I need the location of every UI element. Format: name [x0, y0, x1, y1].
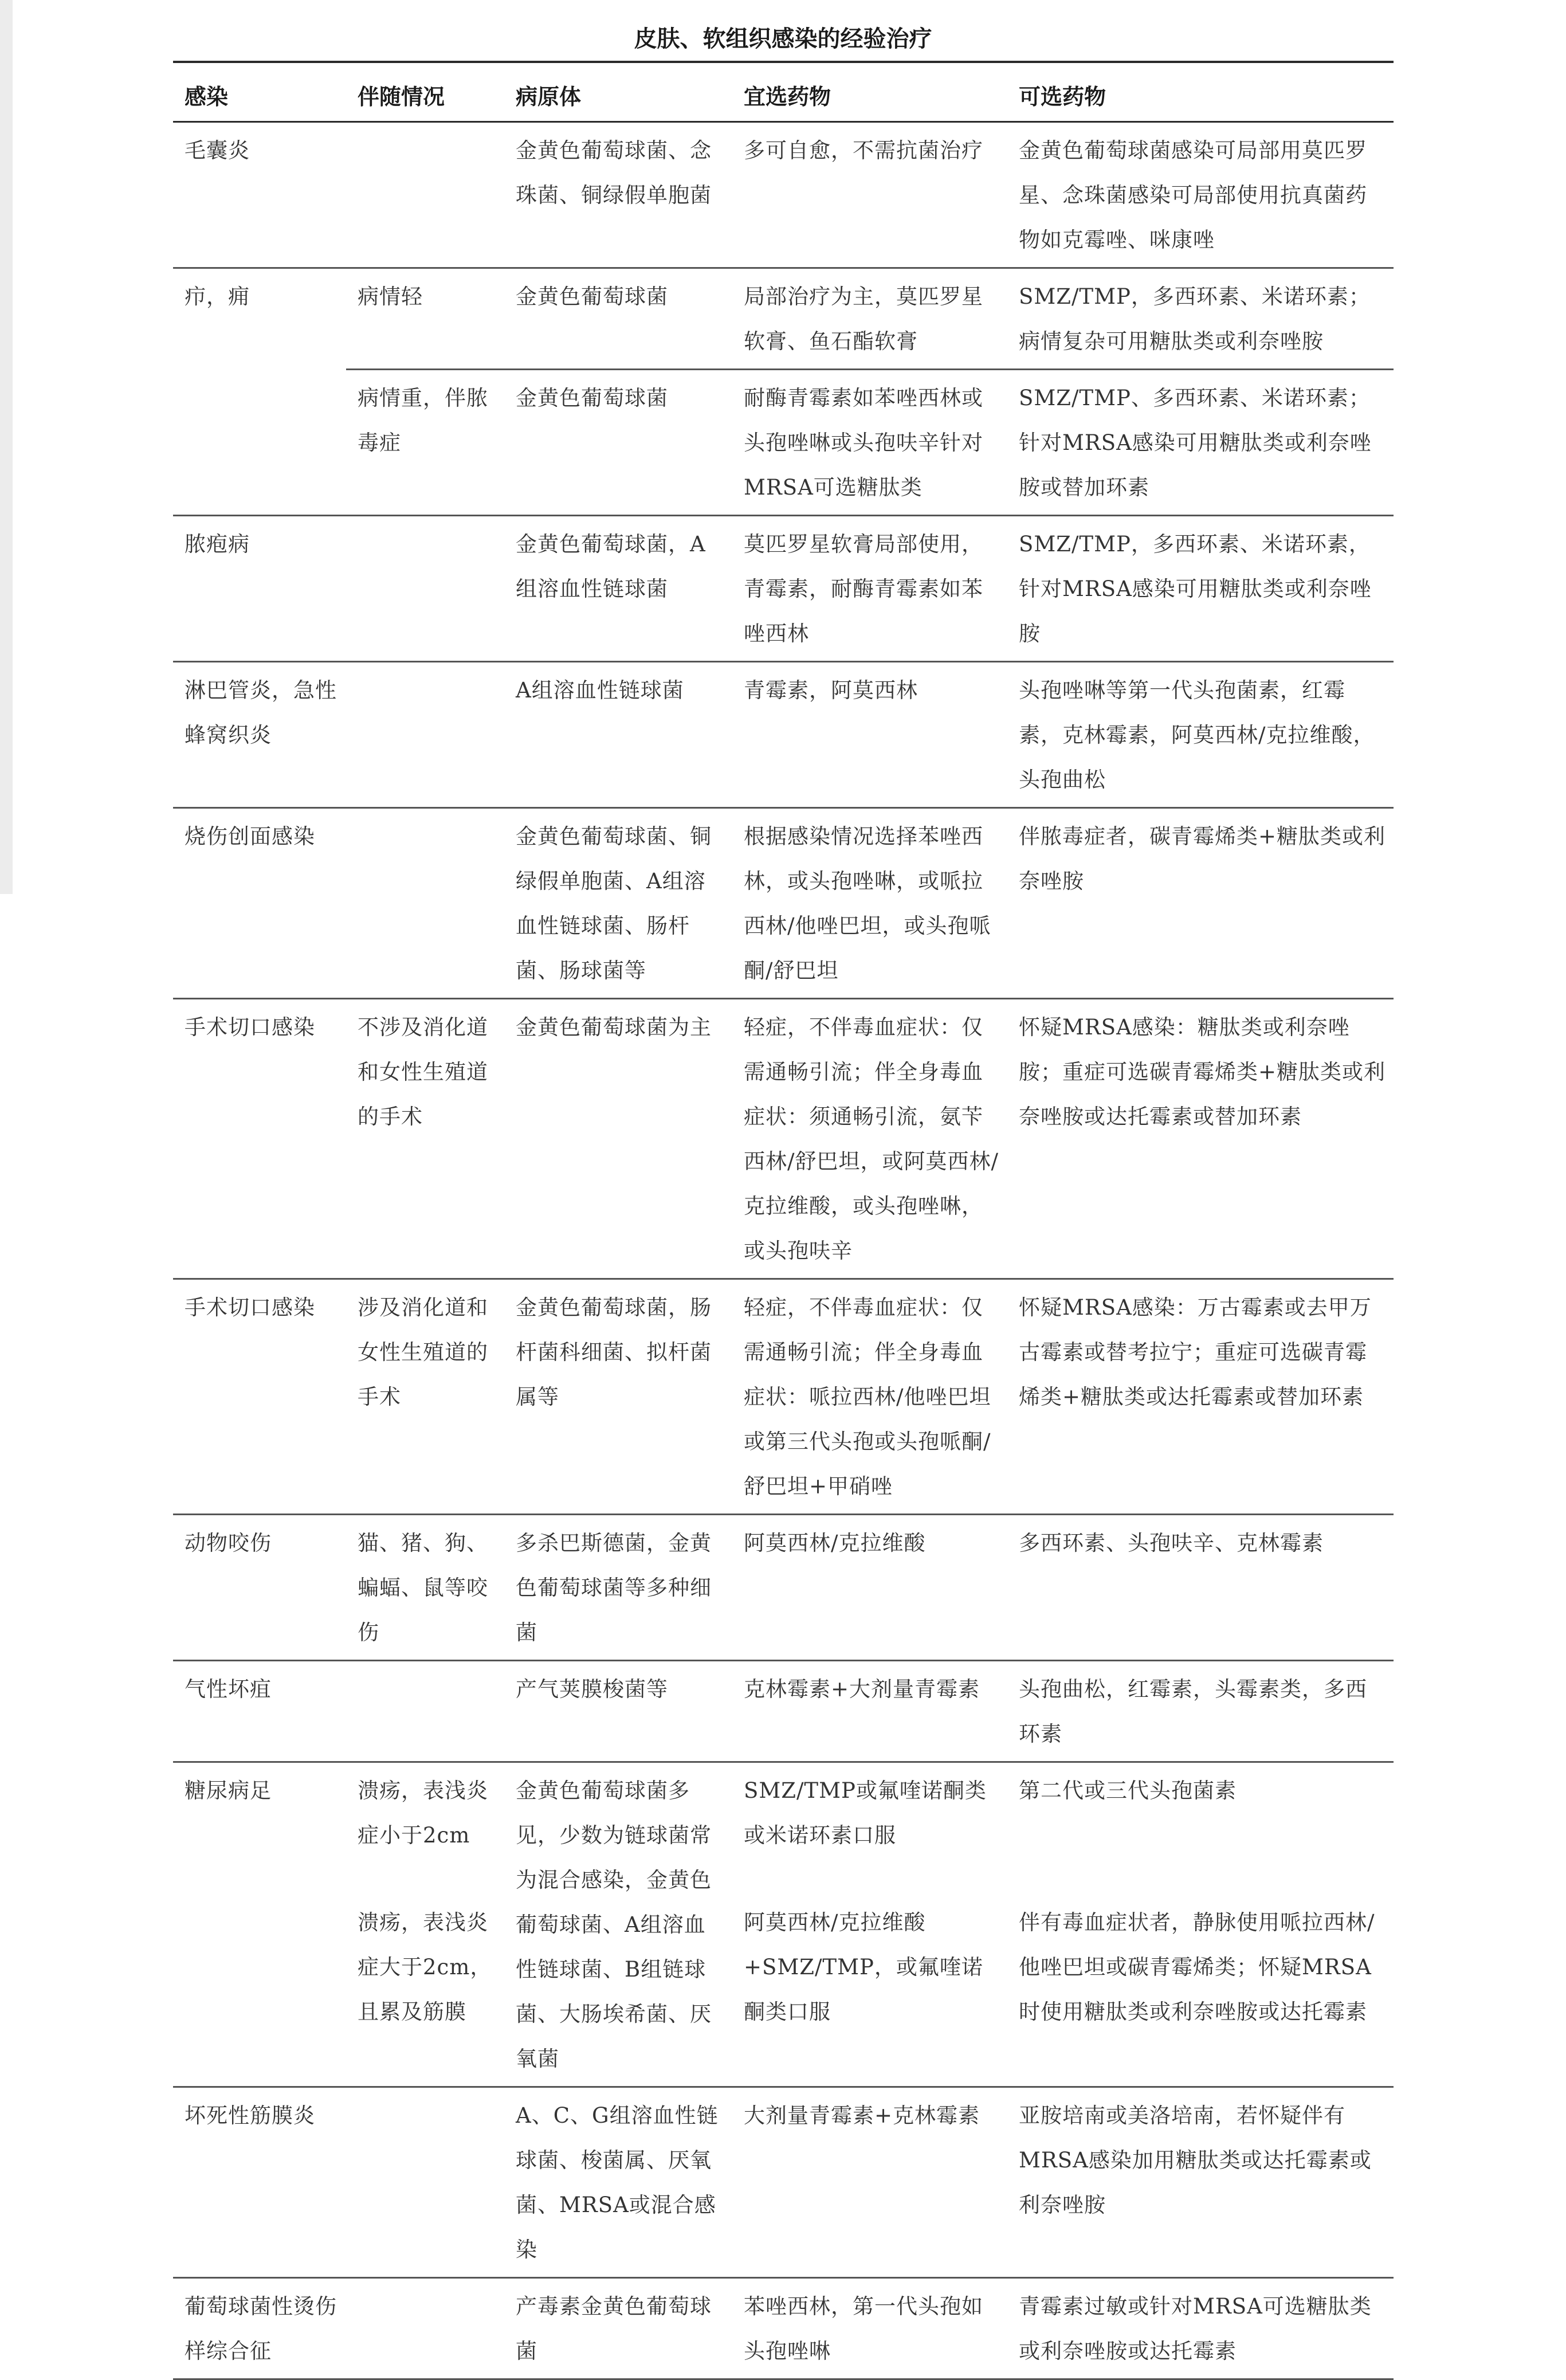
- cell-infection: 糖尿病足: [173, 1762, 346, 2087]
- table-row: [173, 268, 1394, 370]
- header-row: [173, 62, 1394, 122]
- table-row: [173, 2087, 1394, 2278]
- cell-pathogen: 金黄色葡萄球菌、铜绿假单胞菌、A组溶血性链球菌、肠杆菌、肠球菌等: [504, 808, 732, 999]
- cell-condition: 病情重，伴脓毒症: [346, 370, 504, 516]
- cell-condition: 猫、猪、狗、蝙蝠、鼠等咬伤: [346, 1515, 504, 1661]
- cell-preferred: 轻症，不伴毒血症状：仅需通畅引流；伴全身毒血症状：哌拉西林/他唑巴坦或第三代头孢或头孢哌酮/舒巴坦+甲硝唑: [732, 1279, 1007, 1515]
- cell-preferred: 苯唑西林，第一代头孢如头孢唑啉: [732, 2278, 1007, 2379]
- header-preferred: 宜选药物: [732, 62, 1007, 122]
- cell-alternative: 青霉素过敏或针对MRSA可选糖肽类或利奈唑胺或达托霉素: [1007, 2278, 1394, 2379]
- cell-condition: [346, 662, 504, 808]
- cell-alternative: SMZ/TMP，多西环素、米诺环素；病情复杂可用糖肽类或利奈唑胺: [1007, 268, 1394, 370]
- cell-alternative: 头孢曲松，红霉素，头霉素类，多西环素: [1007, 1661, 1394, 1762]
- cell-preferred: 莫匹罗星软膏局部使用，青霉素，耐酶青霉素如苯唑西林: [732, 516, 1007, 662]
- cell-infection: 手术切口感染: [173, 999, 346, 1279]
- table-row: [173, 808, 1394, 999]
- cell-pathogen: 金黄色葡萄球菌，肠杆菌科细菌、拟杆菌属等: [504, 1279, 732, 1515]
- cell-pathogen: A组溶血性链球菌: [504, 662, 732, 808]
- cell-alternative: 怀疑MRSA感染：万古霉素或去甲万古霉素或替考拉宁；重症可选碳青霉烯类+糖肽类或达托霉素或替加环素: [1007, 1279, 1394, 1515]
- header-pathogen: 病原体: [504, 62, 732, 122]
- cell-condition: 病情轻: [346, 268, 504, 370]
- cell-preferred: 青霉素，阿莫西林: [732, 662, 1007, 808]
- cell-pathogen: 产气荚膜梭菌等: [504, 1661, 732, 1762]
- table-row: [173, 1661, 1394, 1762]
- cell-preferred: 耐酶青霉素如苯唑西林或头孢唑啉或头孢呋辛针对MRSA可选糖肽类: [732, 370, 1007, 516]
- cell-condition: [346, 122, 504, 268]
- cell-preferred: 轻症，不伴毒血症状：仅需通畅引流；伴全身毒血症状：须通畅引流，氨苄西林/舒巴坦，或阿莫西林/克拉维酸，或头孢唑啉，或头孢呋辛: [732, 999, 1007, 1279]
- header-infection: 感染: [173, 62, 346, 122]
- cell-alternative: 头孢唑啉等第一代头孢菌素，红霉素，克林霉素，阿莫西林/克拉维酸，头孢曲松: [1007, 662, 1394, 808]
- table-row: [173, 2278, 1394, 2379]
- cell-alternative: 多西环素、头孢呋辛、克林霉素: [1007, 1515, 1394, 1661]
- cell-pathogen: 多杀巴斯德菌，金黄色葡萄球菌等多种细菌: [504, 1515, 732, 1661]
- cell-infection: 脓疱病: [173, 516, 346, 662]
- table-row: [173, 1895, 1394, 2087]
- cell-alternative: 金黄色葡萄球菌感染可局部用莫匹罗星、念珠菌感染可局部使用抗真菌药物如克霉唑、咪康唑: [1019, 138, 1367, 252]
- cell-preferred: 根据感染情况选择苯唑西林，或头孢唑啉，或哌拉西林/他唑巴坦，或头孢哌酮/舒巴坦: [732, 808, 1007, 999]
- cell-alternative: SMZ/TMP、多西环素、米诺环素；针对MRSA感染可用糖肽类或利奈唑胺或替加环素: [1007, 370, 1394, 516]
- cell-alternative: SMZ/TMP，多西环素、米诺环素，针对MRSA感染可用糖肽类或利奈唑胺: [1007, 516, 1394, 662]
- cell-infection: 葡萄球菌性烫伤样综合征: [173, 2278, 346, 2379]
- cell-infection: 淋巴管炎，急性蜂窝织炎: [173, 662, 346, 808]
- cell-condition: 溃疡，表浅炎症小于2cm: [346, 1762, 504, 1895]
- cell-pathogen: 金黄色葡萄球菌，A组溶血性链球菌: [504, 516, 732, 662]
- cell-alternative: 亚胺培南或美洛培南，若怀疑伴有MRSA感染加用糖肽类或达托霉素或利奈唑胺: [1007, 2087, 1394, 2278]
- table-row: [173, 662, 1394, 808]
- cell-condition: [346, 808, 504, 999]
- table-row: [173, 1279, 1394, 1515]
- table-title: 皮肤、软组织感染的经验治疗: [634, 26, 932, 52]
- cell-preferred: SMZ/TMP或氟喹诺酮类或米诺环素口服: [732, 1762, 1007, 1895]
- cell-condition: [346, 2278, 504, 2379]
- cell-infection: 烧伤创面感染: [173, 808, 346, 999]
- table-row: [173, 1762, 1394, 1895]
- table-row: [173, 370, 1394, 516]
- cell-pathogen: 金黄色葡萄球菌多见，少数为链球菌常为混合感染，金黄色葡萄球菌、A组溶血性链球菌、B组链球菌、大肠埃希菌、厌氧菌: [504, 1762, 732, 2087]
- cell-pathogen: 产毒素金黄色葡萄球菌: [504, 2278, 732, 2379]
- cell-preferred: 克林霉素+大剂量青霉素: [732, 1661, 1007, 1762]
- cell-pathogen: 金黄色葡萄球菌: [504, 370, 732, 516]
- cell-infection: 毛囊炎: [185, 138, 250, 163]
- header-condition: 伴随情况: [346, 62, 504, 122]
- header-alternative: 可选药物: [1007, 62, 1394, 122]
- cell-preferred: 阿莫西林/克拉维酸+SMZ/TMP，或氟喹诺酮类口服: [744, 1910, 983, 2025]
- cell-pathogen: 金黄色葡萄球菌: [504, 268, 732, 370]
- table-row: [173, 122, 1394, 268]
- cell-alternative: 伴有毒血症状者，静脉使用哌拉西林/他唑巴坦或碳青霉烯类；怀疑MRSA时使用糖肽类或利奈唑胺或达托霉素: [1019, 1910, 1375, 2025]
- cell-condition: [346, 1661, 504, 1762]
- cell-pathogen: A、C、G组溶血性链球菌、梭菌属、厌氧菌、MRSA或混合感染: [504, 2087, 732, 2278]
- table-row: [173, 516, 1394, 662]
- cell-preferred: 大剂量青霉素+克林霉素: [732, 2087, 1007, 2278]
- cell-pathogen: 金黄色葡萄球菌为主: [504, 999, 732, 1279]
- cell-condition: [346, 516, 504, 662]
- table-row: [173, 999, 1394, 1279]
- cell-infection: 气性坏疽: [173, 1661, 346, 1762]
- table-row: [173, 1515, 1394, 1661]
- cell-pathogen: 金黄色葡萄球菌、念珠菌、铜绿假单胞菌: [516, 138, 712, 207]
- cell-alternative: 怀疑MRSA感染：糖肽类或利奈唑胺；重症可选碳青霉烯类+糖肽类或利奈唑胺或达托霉素或替加环素: [1007, 999, 1394, 1279]
- cell-infection: 动物咬伤: [173, 1515, 346, 1661]
- cell-alternative: 伴脓毒症者，碳青霉烯类+糖肽类或利奈唑胺: [1007, 808, 1394, 999]
- cell-preferred: 多可自愈，不需抗菌治疗: [744, 138, 983, 163]
- cell-condition: [346, 2087, 504, 2278]
- cell-condition: 不涉及消化道和女性生殖道的手术: [346, 999, 504, 1279]
- cell-condition: 涉及消化道和女性生殖道的手术: [346, 1279, 504, 1515]
- empirical-treatment-table: [173, 61, 1394, 2380]
- cell-infection: 疖，痈: [173, 268, 346, 516]
- cell-infection: 手术切口感染: [173, 1279, 346, 1515]
- cell-alternative: 第二代或三代头孢菌素: [1007, 1762, 1394, 1895]
- cell-preferred: 局部治疗为主，莫匹罗星软膏、鱼石酯软膏: [732, 268, 1007, 370]
- cell-preferred: 阿莫西林/克拉维酸: [732, 1515, 1007, 1661]
- cell-infection: 坏死性筋膜炎: [173, 2087, 346, 2278]
- page-edge-shadow: [0, 0, 13, 894]
- cell-condition: 溃疡，表浅炎症大于2cm，且累及筋膜: [358, 1910, 492, 2025]
